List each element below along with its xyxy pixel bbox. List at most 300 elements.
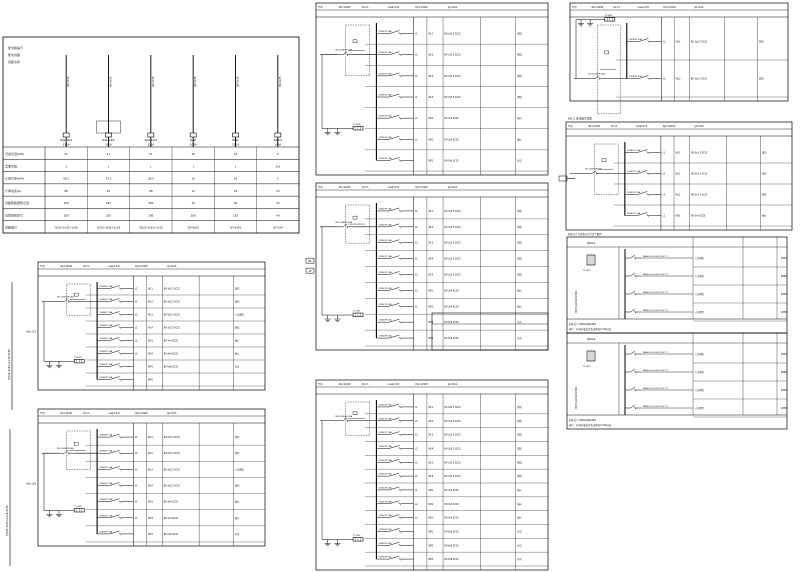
circuit-row — [625, 255, 787, 267]
header-cell: cosφ=0.8 — [387, 6, 400, 9]
header-cell: Pjs=12kW — [663, 6, 676, 9]
summary-cell: YJV-4x25 — [229, 226, 242, 230]
phase-cell: L3 — [134, 468, 138, 472]
load-cell: 照明 — [517, 32, 522, 36]
feeder-breaker-icon — [275, 133, 281, 137]
cable-cell: NHBV-3x2.5-SC15 WC CC — [643, 309, 669, 312]
summary-cell: 1 — [234, 165, 237, 169]
feeder-breaker-icon — [190, 133, 196, 137]
cable-cell: BV-5x6 SC32 — [444, 558, 459, 562]
circuit-row — [365, 115, 548, 129]
load-cell: 应急照明 — [695, 389, 704, 392]
circuit-cell: WX2 — [148, 352, 154, 356]
circuit-row — [365, 207, 548, 218]
breaker-label: C65N/1P 16A — [99, 299, 113, 301]
cable-cell: BV-3x2.5 SC15 — [444, 32, 461, 36]
feeder-breaker-icon — [233, 133, 239, 137]
header-cell: Kx=1 — [613, 6, 620, 9]
circuit-row — [365, 94, 548, 108]
load-cell: 照明 — [517, 53, 522, 57]
header-cell: Ijs=22A — [167, 412, 177, 415]
circuit-cell: WL2 — [428, 419, 434, 423]
summary-cell: 200 — [106, 214, 111, 218]
panel-right-2 — [566, 117, 792, 237]
footer-note: 备注：箱体安装高度底边距地1.5m暗装 — [569, 328, 611, 331]
phase-cell: L1 — [414, 488, 418, 492]
circuit-cell: WX2 — [148, 516, 154, 520]
circuit-row — [365, 239, 548, 250]
breaker-label: C65N/1P 16A — [628, 39, 642, 41]
breaker-label: C65N/1P 20A — [378, 115, 392, 118]
breaker-label: C65N/3P 32A — [378, 556, 392, 559]
breaker-label: C65N/1P 20A — [378, 303, 392, 306]
header-cell: Pjs=12kW — [135, 412, 148, 415]
spd-box-icon — [605, 18, 615, 22]
circuit-row — [365, 136, 548, 150]
panel-left-2 — [5, 409, 265, 566]
cable-cell: BV-3x2.5 SC15 — [690, 40, 708, 44]
breaker-label: C65N/1P 16A — [378, 240, 392, 243]
feeder-breaker-icon — [148, 133, 154, 137]
ground-icon — [56, 510, 62, 516]
summary-cell: 40 — [233, 202, 238, 206]
breaker-label: C65N/3P 32A — [378, 319, 392, 322]
circuit-cell: WL3 — [148, 468, 153, 472]
circuit-row — [86, 298, 265, 308]
circuit-cell: WP2 — [148, 378, 153, 382]
circuit-cell: WE1 — [781, 257, 787, 260]
breaker-label: C65N/3P 32A — [99, 531, 113, 534]
row-label: 计算功率(kW) — [5, 176, 25, 181]
load-cell: 应急照明 — [695, 353, 704, 356]
circuit-row — [616, 38, 788, 60]
header-cell: Pjs=12kW — [662, 125, 676, 128]
header-cell: Ijs=22A — [447, 6, 458, 9]
cable-cell: NHBV-3x2.5-SC15 WC CC — [643, 255, 669, 258]
feeder-current: 100A — [274, 143, 282, 147]
load-cell: 照明 — [234, 436, 240, 440]
main-breaker-label: NS-125N/3P 63A — [588, 73, 605, 76]
row-label: 电缆规格型号 — [5, 213, 24, 218]
circuit-cell: WX1 — [428, 488, 434, 492]
summary-cell: 88 — [64, 189, 68, 193]
circuit-row — [625, 387, 787, 399]
cable-cell: BV-3x2.5 SC15 — [444, 53, 461, 57]
main-breaker-label: NS-125N/3P 63A — [584, 168, 602, 171]
cable-cell: BV-3x2.5 SC15 — [444, 273, 461, 277]
cable-cell: BV-3x2.5 SC15 — [444, 225, 461, 229]
feeder-id: 6WL — [232, 138, 239, 142]
breaker-contact-icon — [631, 405, 635, 408]
circuit-row — [365, 486, 548, 496]
breaker-label: C65N/1P 16A — [99, 450, 113, 453]
summary-cell: 4.1 — [106, 152, 111, 156]
summary-cell: 250 — [106, 202, 111, 206]
breaker-label: C65N/1P 16A — [628, 76, 642, 78]
feeder-current: 315A — [147, 143, 155, 147]
breaker-label: C65N/1P 16A — [378, 473, 392, 476]
summary-cell: 21 — [64, 152, 68, 156]
circuit-row — [86, 337, 265, 347]
breaker-label: C65N/1P 16A — [378, 445, 392, 448]
cable-cell: BV-3x2.5 SC15 — [690, 77, 708, 81]
cable-cell: BV-3x4 SC20 — [444, 138, 459, 142]
cable-cell: BV-5x6 SC32 — [163, 365, 178, 369]
circuit-cell: WX2 — [428, 305, 434, 309]
load-cell: 应急照明 — [695, 293, 704, 296]
breaker-contact-icon — [343, 224, 347, 227]
circuit-row — [365, 431, 548, 441]
spd-box-icon — [587, 351, 595, 361]
row-label: 计算电流(A) — [5, 188, 22, 193]
breaker-contact-icon — [343, 52, 347, 55]
feeder-cable: YJV-3x35 — [194, 76, 198, 87]
breaker-contact-icon — [631, 351, 635, 354]
load-cell: 照明 — [517, 241, 522, 245]
feeder-cable: YJV-3x35 — [67, 76, 71, 87]
circuit-cell: WX1 — [148, 500, 154, 504]
feeder-column — [190, 55, 197, 147]
phase-cell: L3 — [414, 475, 418, 479]
summary-header: 回路名称 — [8, 60, 21, 64]
ground-icon — [325, 315, 331, 321]
control-box-icon — [597, 25, 620, 114]
circuit-row — [365, 514, 548, 524]
circuit-cell: WL3 — [428, 241, 434, 245]
phase-cell: L2 — [663, 77, 666, 81]
circuit-cell: WP2 — [428, 544, 434, 548]
phase-cell: L3 — [414, 138, 418, 142]
circuit-row — [625, 351, 787, 363]
breaker-label: C65N/3P 32A — [99, 377, 113, 379]
breaker-contact-icon — [595, 76, 599, 79]
header-cell: Ijs=22A — [447, 383, 458, 386]
circuit-row — [625, 291, 787, 303]
breaker-label: C65N/3P 32A — [378, 528, 392, 531]
breaker-label: C65N/1P 16A — [378, 73, 392, 76]
load-cell: 应急照明 — [695, 371, 704, 374]
load-cell: 照明 — [762, 151, 767, 155]
load-cell: 照明 — [517, 419, 522, 423]
circuit-cell: WL1 — [428, 32, 434, 36]
load-cell: 照明 — [234, 326, 240, 330]
header-cell: Ijs=22A — [694, 6, 704, 9]
phase-cell: L1 — [414, 447, 418, 451]
load-cell: 照明 — [234, 484, 240, 488]
circuit-cell: WL4 — [428, 447, 434, 451]
cable-cell: NHBV-3x2.5-SC15 WC CC — [643, 351, 669, 354]
load-cell: 照明 — [762, 172, 767, 176]
breaker-label: C65N/1P 20A — [378, 487, 392, 490]
circuit-row — [365, 271, 548, 282]
phase-cell: L2 — [414, 502, 418, 506]
panel-frame — [570, 3, 788, 101]
breaker-label: C65N/1P 16A — [378, 404, 392, 407]
cable-cell: BV-3x4 SC20 — [444, 502, 459, 506]
phase-cell: L1 — [134, 326, 138, 330]
lighting-box-1 — [567, 237, 787, 333]
phase-cell: L1 — [414, 305, 418, 309]
relay-coil-icon — [353, 412, 357, 415]
circuit-row — [365, 255, 548, 266]
load-cell: 备用 — [517, 530, 522, 534]
cable-cell: NHBV-3x2.5-SC15 WC CC — [643, 291, 669, 294]
feeder-current: 315A — [105, 143, 112, 147]
phase-cell: L3 — [414, 516, 418, 520]
summary-cell: 16 — [191, 177, 195, 181]
summary-cell: 250 — [63, 202, 69, 206]
control-box-icon — [345, 25, 369, 76]
load-cell: 照明 — [517, 74, 522, 78]
load-cell: 照明 — [517, 96, 522, 99]
phase-cell: L1 — [662, 214, 666, 218]
circuit-cell: WP1 — [148, 532, 153, 536]
breaker-contact-icon — [592, 171, 596, 174]
cable-cell: BV-3x2.5 SC15 — [444, 74, 461, 78]
incoming-cable-label: YJV22-3x35+1x16 SC50 — [6, 504, 9, 536]
phase-cell: L3 — [134, 313, 138, 317]
phase-cell: L3 — [414, 241, 418, 245]
header-cell: Kx=1 — [362, 383, 369, 386]
lighting-box-id: 6WL1 — [587, 241, 596, 245]
load-cell: 照明 — [517, 475, 522, 479]
spd-label: T1-SPD — [604, 15, 613, 18]
breaker-label: C65N/1P 16A — [626, 150, 640, 152]
summary-cell: YJV22-3x35+1x16 — [139, 226, 163, 230]
load-cell: 照明 — [517, 225, 522, 229]
circuit-row — [365, 459, 548, 469]
spd-box-icon — [74, 356, 84, 363]
phase-cell: L1 — [414, 405, 418, 409]
row-label: 回路编号 — [5, 225, 18, 230]
circuit-row — [86, 482, 265, 494]
panel-tag: 6AL-LK1 — [26, 330, 36, 334]
phase-cell: L1 — [663, 40, 666, 44]
header-cell: Pjs=12kW — [415, 383, 428, 386]
notes-frame — [432, 313, 548, 350]
cable-cell: BV-5x6 SC32 — [444, 321, 459, 325]
circuit-cell: WL1 — [428, 405, 434, 409]
header-cell: Pe=12kW — [591, 6, 604, 9]
summary-cell: 1 — [150, 165, 152, 169]
panel-frame — [316, 3, 548, 175]
header-cell: cosφ=0.8 — [387, 383, 400, 386]
spd-label: T1-SPD — [74, 505, 82, 508]
load-cell: 照明 — [517, 433, 522, 437]
footer-note: 箱体尺寸 600x400x180 — [569, 323, 596, 326]
load-cell: 备用 — [234, 532, 240, 536]
cable-cell: BV-3x4 SC20 — [163, 352, 178, 356]
cable-cell: NHBV-3x2.5-SC15 WC CC — [643, 369, 669, 372]
load-cell: 照明 — [234, 287, 240, 291]
summary-header: 配电箱编号 — [8, 46, 24, 50]
phase-cell: L2 — [134, 500, 138, 504]
header-cell: cosφ=0.8 — [635, 125, 648, 128]
spd-label: T1-SPD — [353, 123, 361, 126]
cable-cell: BV-3x4 SC20 — [444, 488, 459, 492]
load-cell: 插座 — [517, 305, 522, 309]
phase-cell: L3 — [414, 74, 418, 78]
phase-cell: L2 — [134, 452, 138, 456]
circuit-cell: WL1 — [148, 287, 153, 291]
panel-right-1 — [570, 3, 788, 114]
spd-label: T1-SPD — [583, 270, 591, 272]
header-cell: 型号 — [40, 265, 45, 268]
breaker-contact-icon — [631, 255, 635, 258]
header-cell: cosφ=0.8 — [108, 265, 120, 268]
cable-cell: BV-3x2.5 SC15 — [163, 287, 180, 291]
breaker-label: C65N/1P 16A — [378, 224, 392, 227]
panel-tag: 6AL-LK2 — [26, 482, 36, 486]
load-cell: 插座 — [517, 488, 522, 492]
circuit-cell: WE4 — [781, 407, 787, 410]
feed-arrow — [559, 176, 575, 181]
feeder-column — [60, 55, 72, 147]
load-cell: 备用 — [234, 365, 240, 369]
cable-cell: BV-3x2.5 SC15 — [444, 475, 461, 479]
breaker-label: C65N/1P 16A — [626, 192, 640, 194]
panel-mid-3 — [316, 380, 548, 570]
header-cell: Pe=12kW — [338, 6, 351, 9]
summary-cell: 16 — [233, 177, 238, 181]
circuit-cell: WL2 — [148, 452, 153, 456]
phase-cell: L1 — [134, 484, 138, 488]
circuit-row — [86, 363, 265, 373]
feeder-column — [97, 55, 121, 147]
load-cell: 照明 — [759, 40, 764, 44]
phase-cell: L2 — [414, 273, 418, 277]
phase-cell: L1 — [414, 96, 418, 99]
summary-cell: 18 — [191, 152, 195, 156]
circuit-cell: WX3 — [428, 516, 434, 520]
circuit-row — [86, 530, 265, 542]
circuit-row — [613, 212, 792, 226]
feeder-current: 100A — [189, 143, 197, 147]
relay-coil-icon — [353, 216, 357, 219]
circuit-row — [86, 434, 265, 446]
load-cell: 插座 — [517, 502, 522, 506]
load-cell: 备用 — [517, 544, 522, 548]
row-label: 需要系数 — [5, 164, 18, 169]
header-cell: Ijs=22A — [694, 125, 704, 128]
circuit-row — [86, 450, 265, 462]
summary-cell: 40 — [276, 214, 280, 218]
incoming-cable-label: YJV22-3x35+1x16 SC50 — [8, 348, 11, 380]
spd-label: T1-SPD — [353, 310, 361, 313]
main-breaker-label: NS-125N/3P 63A — [57, 296, 74, 299]
spd-box-icon — [587, 255, 595, 265]
phase-cell: L3 — [134, 352, 138, 356]
header-cell: Pjs=12kW — [415, 6, 428, 9]
panel-mid-2 — [306, 183, 548, 350]
relay-coil-icon — [605, 51, 609, 54]
circuit-row — [625, 369, 787, 381]
circuit-cell: WL2 — [428, 53, 434, 57]
header-cell: Kx=1 — [610, 125, 618, 128]
summary-cell: 42 — [233, 189, 238, 193]
phase-cell: L2 — [414, 117, 418, 121]
header-cell: Kx=1 — [83, 265, 90, 268]
summary-cell: 16 — [233, 152, 238, 156]
spd-label: T1-SPD — [74, 356, 82, 359]
header-cell: Kx=1 — [83, 412, 90, 415]
circuit-cell: WX1 — [675, 214, 681, 218]
cable-cell: BV-3x2.5 SC15 — [444, 461, 461, 465]
breaker-label: C65N/1P 16A — [378, 418, 392, 421]
phase-cell: L2 — [134, 339, 138, 343]
ground-icon — [334, 315, 340, 321]
breaker-label: C65N/1P 16A — [99, 325, 113, 327]
breaker-contact-icon — [64, 450, 68, 453]
feeder-cable: YJV-3x35 — [278, 76, 282, 87]
incoming-cable-label: YJV-5x10-SC32-WC — [575, 386, 578, 409]
phase-cell: L1 — [134, 436, 138, 440]
load-cell: 备用 — [517, 558, 522, 562]
breaker-label: C65N/3P 32A — [378, 157, 392, 160]
circuit-cell: WL1 — [428, 209, 434, 213]
phase-cell: L3 — [662, 193, 666, 197]
cable-cell: NHBV-3x2.5-SC15 WC CC — [643, 387, 669, 390]
load-cell: 应急照明 — [695, 275, 704, 278]
ground-icon — [334, 128, 340, 134]
circuit-cell: WL5 — [428, 273, 434, 277]
load-cell: 照明 — [517, 405, 522, 409]
circuit-row — [365, 528, 548, 538]
cable-cell: BV-3x2.5 SC15 — [691, 172, 708, 176]
phase-cell: L1 — [414, 257, 418, 261]
summary-cell: 1 — [65, 165, 67, 169]
cable-cell: BV-3x2.5 SC15 — [163, 313, 180, 317]
header-cell: Pe=12kW — [60, 412, 73, 415]
feeder-cable: YJV-3x35 — [236, 76, 240, 87]
phase-cell: L3 — [414, 433, 418, 437]
ground-icon — [46, 361, 52, 367]
breaker-label: C65N/1P 16A — [378, 432, 392, 435]
breaker-label: C65N/1P 20A — [626, 213, 640, 215]
circuit-row — [613, 149, 792, 163]
breaker-label: C65N/1P 16A — [378, 256, 392, 259]
breaker-label: C65N/1P 16A — [378, 208, 392, 211]
load-cell: 插座 — [234, 352, 240, 356]
phase-cell: L2 — [414, 225, 418, 229]
cable-cell: BV-3x2.5 SC15 — [444, 96, 461, 99]
circuit-cell: WL3 — [675, 193, 681, 197]
phase-cell: L1 — [134, 287, 138, 291]
summary-cell: 58.3 — [63, 177, 70, 181]
breaker-contact-icon — [631, 387, 635, 390]
main-breaker-label: NS-125N/3P 63A — [335, 221, 353, 224]
circuit-row — [86, 498, 265, 510]
ground-icon — [325, 540, 331, 546]
header-cell: cosφ=0.8 — [108, 412, 120, 415]
header-cell: Ijs=22A — [167, 265, 177, 268]
ground-icon — [325, 128, 331, 134]
breaker-label: C65N/1P 20A — [99, 515, 113, 518]
cable-cell: BV-3x4 SC20 — [163, 516, 178, 520]
main-breaker-label: NS-125N/3P 63A — [57, 448, 74, 451]
breaker-contact-icon — [64, 299, 68, 302]
circuit-cell: WL3 — [428, 74, 434, 78]
lighting-box-2 — [567, 333, 787, 429]
header-cell: Pe=12kW — [338, 383, 351, 386]
row-label: 回路断路器整定值 — [5, 201, 30, 206]
summary-cell: 79.3 — [105, 177, 112, 181]
load-cell: 照明 — [517, 257, 522, 261]
summary-header: 配电回路 — [8, 53, 21, 57]
circuit-row — [365, 542, 548, 552]
ground-icon — [587, 20, 593, 26]
phase-cell: L1 — [414, 209, 418, 213]
